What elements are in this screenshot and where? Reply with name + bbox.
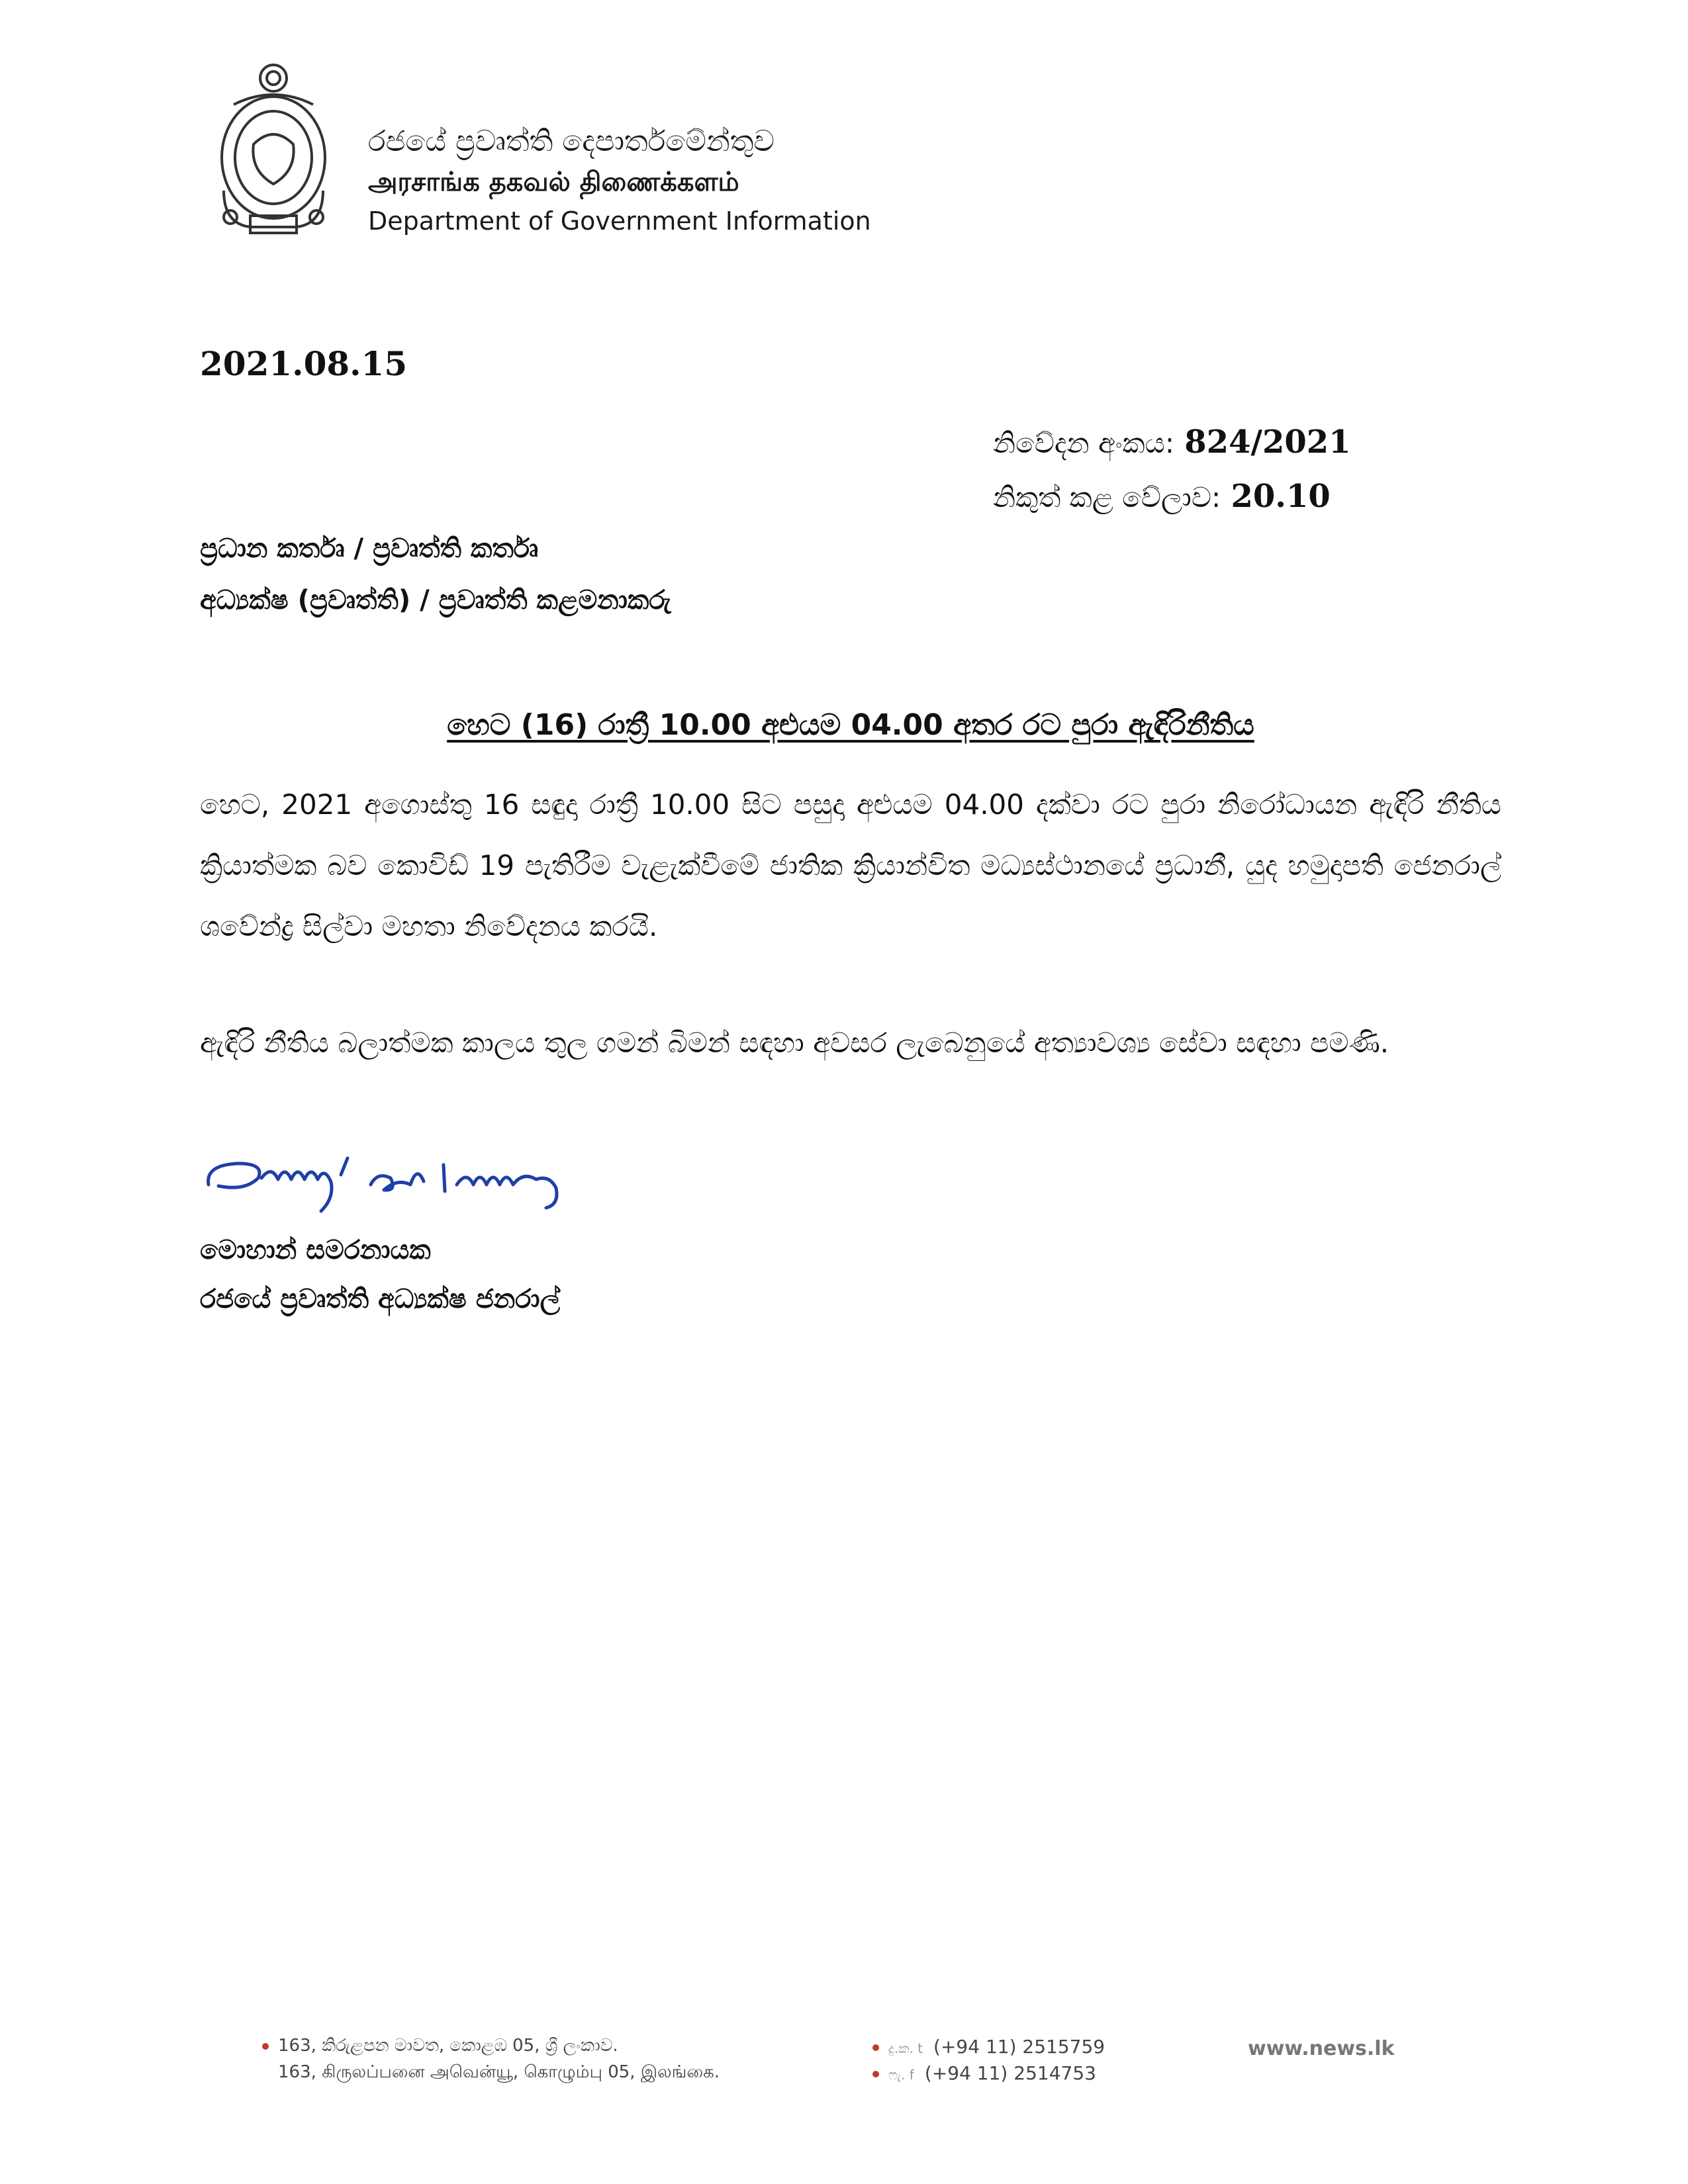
recipient-line: ප්‍රධාන කර්තෘ / ප්‍රවෘත්ති කර්තෘ xyxy=(200,533,539,564)
issue-date: 2021.08.15 xyxy=(200,344,408,383)
issue-time xyxy=(993,478,1331,515)
notice-number-label: නිවේදන අංකය: xyxy=(993,427,1174,459)
bullet-icon xyxy=(262,2043,269,2050)
recipient-line: අධ්‍යක්ෂ (ප්‍රවෘත්ති) / ප්‍රවෘත්ති කළමනාකරු xyxy=(200,585,671,615)
footer-website-link[interactable]: www.news.lk xyxy=(1248,2037,1395,2060)
signer-title: රජයේ ප්‍රවෘත්ති අධ්‍යක්ෂ ජනරාල් xyxy=(200,1284,561,1314)
footer-address-text: 163, කිරුළපන මාවත, කොළඹ 05, ශ්‍රී ලංකාව. xyxy=(278,2036,618,2056)
notice-title: හෙට (16) රාත්‍රී 10.00 අළුයම 04.00 අතර රට පුරා ඇඳිරිනීතිය xyxy=(447,708,1254,742)
issue-time-value: 20.10 xyxy=(1231,478,1331,515)
footer-fax xyxy=(872,2062,1096,2084)
footer-address-sinhala xyxy=(262,2036,618,2056)
signer-name: මොහාන් සමරනායක xyxy=(200,1235,431,1265)
body-paragraph: ඇඳිරි නීතිය බලාත්මක කාලය තුල ගමන් බිමන් සඳහා අවසර ලැබෙනුයේ අත්‍යාවශ්‍ය සේවා සඳහා පමණි. xyxy=(200,1026,1389,1059)
department-name-sinhala: රජයේ ප්‍රවෘත්ති දෙපාර්තමේන්තුව xyxy=(368,124,775,158)
notice-number-value: 824/2021 xyxy=(1184,424,1351,461)
telephone-number: (+94 11) 2515759 xyxy=(933,2036,1105,2058)
notice-number xyxy=(993,424,1351,461)
fax-number: (+94 11) 2514753 xyxy=(924,2062,1096,2084)
department-name-tamil: அரசாங்க தகவல் திணைக்களம் xyxy=(368,167,739,197)
bullet-icon xyxy=(872,2044,879,2051)
footer-telephone xyxy=(872,2036,1105,2058)
handwritten-signature xyxy=(199,1138,649,1224)
department-name-english: Department of Government Information xyxy=(368,206,871,236)
bullet-icon xyxy=(872,2071,879,2077)
body-paragraph: හෙට, 2021 අගොස්තු 16 සඳුදා රාත්‍රී 10.00 සිට පසුදා අළුයම 04.00 දක්වා රට පුරා නිරෝධායන ඇඳිරි නීතිය ක්‍රියාත්මක බව කොවිඩ් 19 පැතිරීම වැළැක්වීමේ ජාතික ක්‍රියාන්විත මධ්‍යස්ථානයේ ප්‍රධානී, යුද හමුදාපති ජෙනරාල් ශවේන්ද්‍ර සිල්වා මහතා නිවේදනය කරයි. xyxy=(200,788,1501,942)
fax-label: ෆැ. f xyxy=(888,2067,914,2083)
telephone-label: දු.ක. t xyxy=(888,2040,923,2056)
issue-time-label: නිකුත් කළ වේලාව: xyxy=(993,481,1221,514)
footer-address-tamil: 163, கிருலப்பனை அவென்யூ, கொழும்பு 05, இலங்கை. xyxy=(278,2062,720,2082)
sri-lanka-emblem-logo xyxy=(211,58,336,244)
